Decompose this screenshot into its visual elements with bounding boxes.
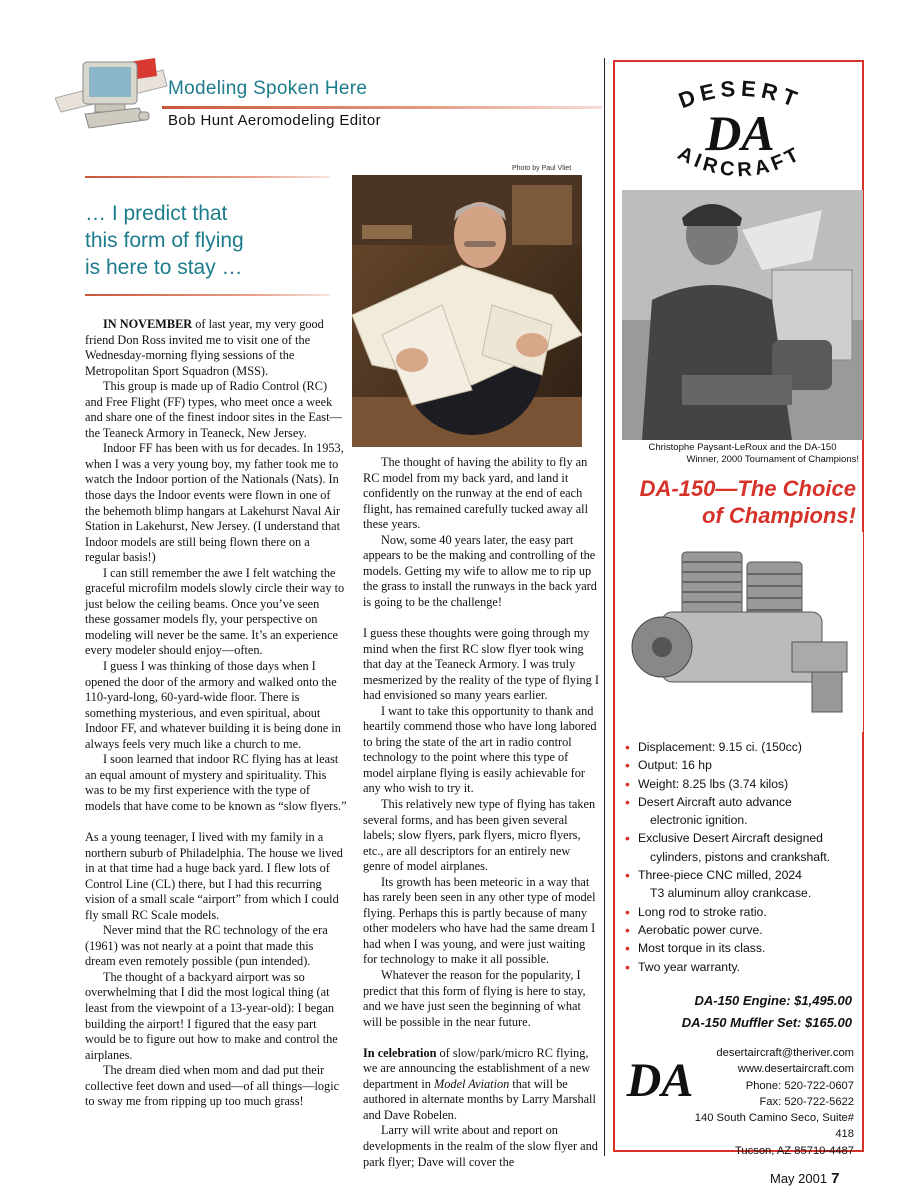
spec-item: • Three-piece CNC milled, 2024	[624, 866, 860, 884]
ad-headline-line: DA-150—The Choice	[639, 476, 856, 501]
ad-champion-photo	[622, 190, 863, 440]
article-paragraph	[363, 704, 599, 797]
spec-item: • Aerobatic power curve.	[624, 921, 860, 939]
paragraph-text: Never mind that the RC technology of the era (1961) was not nearly at a point that made this dream even remotely possible (pun intended).	[85, 923, 328, 969]
ad-headline-line: of Champions!	[702, 503, 856, 528]
article-column-2	[363, 455, 599, 1170]
article-paragraph	[363, 1123, 599, 1170]
paragraph-text: Now, some 40 years later, the easy part appears to be the making and controlling of the models. Getting my wife to allow me to rip up the grass to install the runways in the back yard is going to be the challenge!	[363, 532, 597, 609]
paragraph-lead: IN NOVEMBER	[103, 317, 193, 331]
paragraph-text: I guess these thoughts were going through my mind when the first RC slow flyer took wing that day at the Teaneck Armory. I was truly mesmerized by the reality of the type of flying I had envisioned so many years earlier.	[363, 625, 599, 703]
engine-illustration	[622, 532, 863, 732]
article-paragraph	[363, 455, 599, 533]
column-subtitle: Bob Hunt Aeromodeling Editor	[168, 112, 381, 129]
paragraph-text: Whatever the reason for the popularity, I predict that this form of flying is here to stay, and we have just seen the beginning of what will be possible in the near future.	[363, 968, 586, 1029]
column-title: Modeling Spoken Here	[168, 78, 368, 99]
paragraph-text: of slow/park/micro RC flying, we are announcing the establishment of a new department in	[363, 1045, 591, 1091]
ad-headline	[620, 475, 856, 529]
article-paragraph	[85, 970, 347, 1063]
magazine-name: Model Aviation	[434, 1076, 510, 1091]
article-paragraph	[363, 1046, 599, 1124]
logo-bottom-text: AIRCRAFT	[674, 142, 806, 182]
spec-item: • Exclusive Desert Aircraft designed	[624, 829, 860, 847]
muffler-price: DA-150 Muffler Set: $165.00	[681, 1015, 852, 1030]
page-footer	[770, 1170, 839, 1187]
computer-icon	[55, 52, 170, 132]
paragraph-text: The dream died when mom and dad put their collective feet down and used—of all things—logic to sway me from ripping up too much grass!	[85, 1063, 340, 1109]
desert-aircraft-logo	[620, 66, 860, 196]
paragraph-text: I want to take this opportunity to thank and heartily commend those who have long labored to bring the state of the art in radio control technology to the point where this type of model airplane flying is easily achievable for any who wish to try it.	[363, 703, 597, 796]
spec-item-continued: T3 aluminum alloy crankcase.	[650, 886, 812, 901]
column-divider	[604, 58, 605, 1156]
article-paragraph	[363, 533, 599, 611]
logo-mark: DA	[705, 105, 775, 161]
ad-fax: Fax: 520-722-5622	[759, 1095, 854, 1108]
paragraph-text: The thought of having the ability to fly an RC model from my back yard, and land it confidently on the runway at the end of each flight, has remained carefully tucked away all these years.	[363, 455, 589, 532]
paragraph-text: of last year, my very good friend Don Ross invited me to visit one of the Wednesday-morning flying sessions of the Metropolitan Sport Squadron (MSS).	[85, 317, 324, 378]
spec-item: • Desert Aircraft auto advance	[624, 793, 860, 811]
photo-credit: Photo by Paul Vliet	[512, 165, 572, 172]
paragraph-text: As a young teenager, I lived with my family in a northern suburb of Philadelphia. The house we lived in at that time had a huge back yard. I flew lots of Control Line (CL) there, but I had this recurring vision of a small scale “airport” from which I could fly small RC Scale models.	[85, 830, 343, 922]
logo-top-text: DESERT	[675, 75, 805, 114]
bottom-logo-mark: DA	[626, 1054, 694, 1107]
pull-quote-rule-bottom	[85, 294, 330, 296]
article-paragraph	[85, 1063, 347, 1110]
ad-bottom-logo	[625, 1048, 695, 1108]
ad-address-line: 140 South Camino Seco, Suite# 418	[694, 1112, 854, 1141]
ad-contact-block	[690, 1045, 854, 1159]
spec-item: • Two year warranty.	[624, 958, 860, 976]
paragraph-text: I guess I was thinking of those days when I opened the door of the armory and walked onto the 110-yard-long, 60-yard-wide floor. There is something mysterious, and even spiritual, about Indoor FF, and whatever building it is being done in always feels very much like a church to me.	[85, 659, 341, 751]
spec-item: • Most torque in its class.	[624, 939, 860, 957]
pull-quote-line: … I predict that	[85, 202, 228, 225]
ad-phone: Phone: 520-722-0607	[745, 1079, 854, 1092]
article-paragraph	[363, 797, 599, 875]
spec-item-continued: cylinders, pistons and crankshaft.	[650, 849, 831, 864]
spec-item: • Output: 16 hp	[624, 756, 860, 774]
paragraph-text: I can still remember the awe I felt watching the graceful microfilm models slowly circle their way to just below the ceiling beams. Once you’ve seen these gossamer models fly, your perspective on modeling will never be the same. It’s an experience every modeler should enjoy—often.	[85, 565, 345, 658]
paragraph-text: The thought of a backyard airport was so overwhelming that I did the most logical thing (at least from the viewpoint of a 13-year-old): I began building the airport! I figured that the easy part would be to figure out how to make and control the airplanes.	[85, 969, 338, 1062]
article-paragraph	[363, 875, 599, 968]
article-paragraph	[85, 317, 347, 379]
article-paragraph	[85, 441, 347, 565]
paragraph-text: Indoor FF has been with us for decades. In 1953, when I was a very young boy, my father took me to watch the Indoor portion of the Nationals (Nats). In those days the Indoor events were flown in one of the behemoth blimp hangars at Lakehurst Naval Air Station in Lakehurst, New Jersey. (I understand that Indoor models are still being flown there on a regular basis!)	[85, 441, 344, 565]
author-photo	[352, 175, 582, 447]
pull-quote-rule-top	[85, 176, 330, 178]
paragraph-text: This relatively new type of flying has taken several forms, and has been given several labels; slow flyers, park flyers, micro flyers, etc., are all descriptors for an entirely new genre of model airplanes.	[363, 796, 596, 874]
article-paragraph	[85, 379, 347, 441]
pull-quote-line: this form of flying	[85, 229, 244, 252]
article-paragraph	[85, 659, 347, 752]
issue-date: May 2001	[770, 1171, 828, 1186]
paragraph-lead: In celebration	[363, 1045, 437, 1060]
article-paragraph	[85, 752, 347, 814]
ad-website-link[interactable]: www.desertaircraft.com	[737, 1063, 854, 1076]
paragraph-text: that will be authored in alternate months by Larry Marshall and Dave Robelen.	[363, 1076, 596, 1122]
ad-spec-list	[624, 738, 860, 976]
page-number: 7	[831, 1170, 840, 1187]
paragraph-text: Larry will write about and report on developments in the realm of the slow flyer and park flyer; Dave will cover the	[363, 1123, 598, 1169]
ad-caption-line-1: Christophe Paysant-LeRoux and the DA-150	[648, 442, 837, 453]
engine-price: DA-150 Engine: $1,495.00	[694, 993, 852, 1008]
pull-quote-line: is here to stay …	[85, 256, 243, 279]
header-rule	[162, 106, 602, 109]
paragraph-text: I soon learned that indoor RC flying has at least an equal amount of mystery and spirituality. This was to be my first experience with the type of models that have come to be known as “slow flyers.”	[85, 752, 347, 813]
spec-item: • Weight: 8.25 lbs (3.74 kilos)	[624, 775, 860, 793]
spec-item: • Long rod to stroke ratio.	[624, 903, 860, 921]
paragraph-text: This group is made up of Radio Control (RC) and Free Flight (FF) types, who meet once a week and share one of the finest indoor sites in the East—the Teaneck Armory in Teaneck, New Jersey.	[85, 379, 342, 440]
article-paragraph	[85, 566, 347, 659]
article-column-1	[85, 317, 347, 1110]
article-paragraph	[363, 626, 599, 704]
ad-caption-line-2: Winner, 2000 Tournament of Champions!	[686, 454, 859, 465]
paragraph-text: Its growth has been meteoric in a way that has rarely been seen in any other type of model flying. Perhaps this is partly because of many other modelers who have had the same dream I had when I was young, and were just waiting for technology to make it all possible.	[363, 874, 596, 967]
article-paragraph	[85, 923, 347, 970]
spec-item-continued: electronic ignition.	[650, 813, 748, 828]
ad-email-link[interactable]: desertaircraft@theriver.com	[716, 1047, 854, 1059]
spec-item: • Displacement: 9.15 ci. (150cc)	[624, 738, 860, 756]
article-paragraph	[85, 830, 347, 923]
pull-quote	[85, 200, 335, 281]
article-paragraph	[363, 968, 599, 1030]
ad-address-line: Tucson, AZ 85710-4487	[735, 1144, 854, 1157]
